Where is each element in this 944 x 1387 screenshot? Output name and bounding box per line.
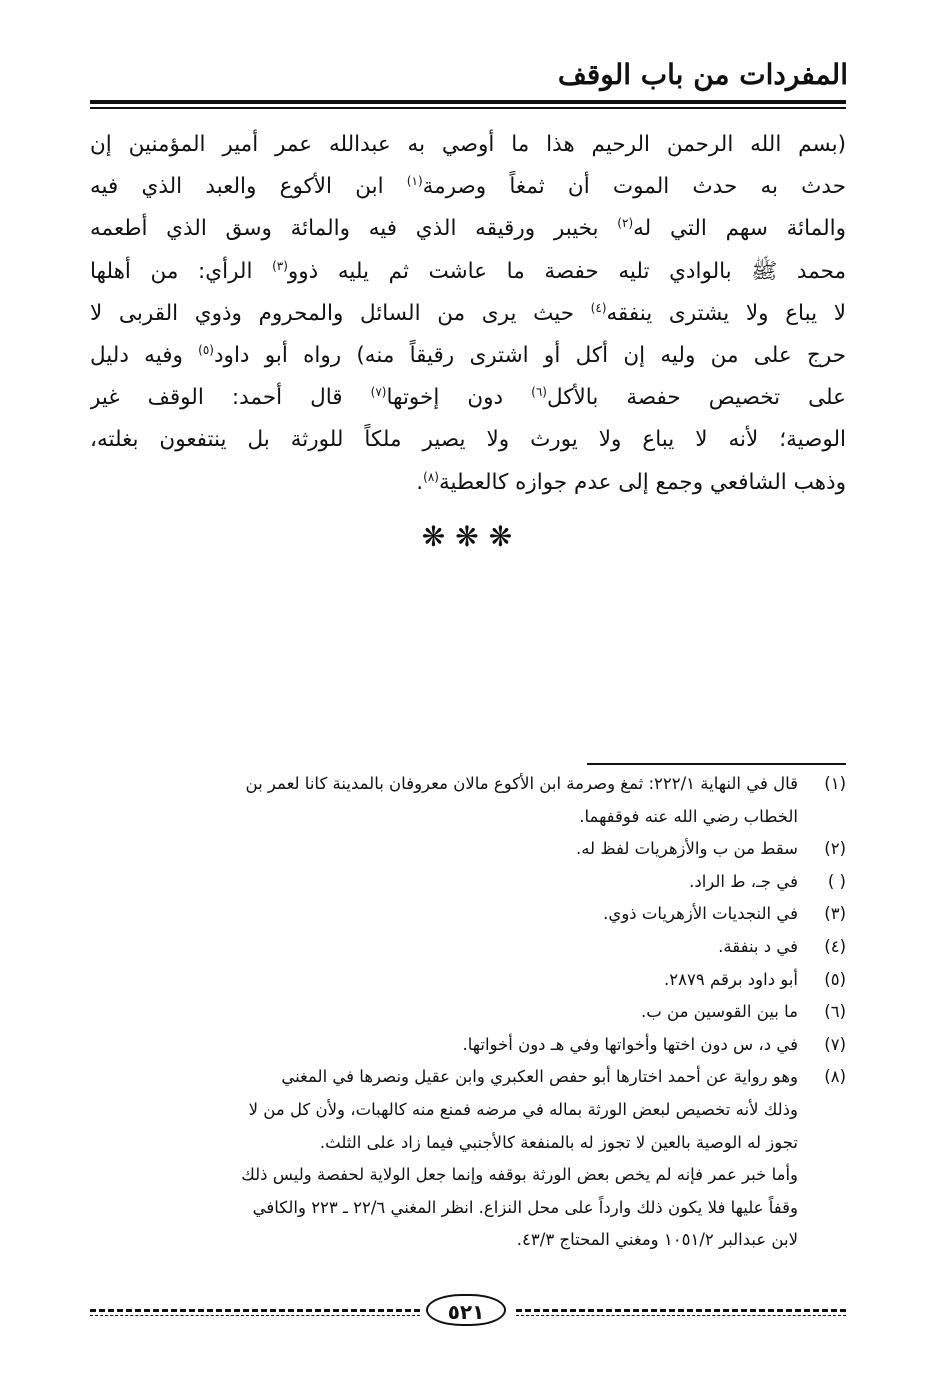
text-segment: (بسم الله الرحمن الرحيم هذا ما أوصي به عبدالله عمر أمير المؤمنين إن [90,132,846,157]
footnote-item [90,996,846,1029]
footnote-item [90,1061,846,1257]
footnote-line: وهو رواية عن أحمد اختارها أبو حفص العكبري وابن عقيل ونصرها في المغني [281,1067,798,1087]
text-segment: . [416,469,424,495]
footnote-line: تجوز له الوصية بالعين لا تجوز له بالمنفعة كالأجنبي فيما زاد على الثلث. [319,1132,798,1152]
footnote-text [90,996,798,1029]
footnote-marker: (٢) [617,216,634,231]
footnote-line: في د، س دون اختها وأخواتها وفي هـ دون أخواتها. [462,1034,798,1054]
footer-dashed-rule-right [516,1309,846,1312]
text-line [90,419,846,461]
footnote-line: في النجديات الأزهريات ذوي. [603,904,798,924]
footnote-number: (٦) [824,1002,846,1022]
text-line [90,293,846,335]
footnote-item [90,866,846,899]
footnote-separator [587,763,846,765]
footer-dashed-rule-right-thin [516,1315,846,1316]
footnote-line: في د بنفقة. [718,936,798,956]
page-number: ٥٢١ [426,1294,506,1326]
footnote-text [90,866,798,899]
footnote-number: (٧) [824,1034,846,1054]
main-text [90,124,846,504]
footnote-marker: (٧) [370,384,387,399]
footnote-text [90,833,798,866]
text-segment: قال أحمد: الوقف غير [90,385,371,411]
footnote-marker: (١) [406,174,423,189]
text-segment: الوصية؛ لأنه لا يباع ولا يورث ولا يصير ملكاً للورثة بل ينتفعون بغلته، [90,427,846,453]
footnote-number: (٤) [824,936,846,956]
text-line [90,166,846,208]
text-line [90,462,846,504]
footnote-number: ( ) [827,871,846,891]
footnote-item [90,768,846,833]
footnote-line: ما بين القوسين من ب. [641,1002,798,1022]
footnote-number: (١) [824,774,846,793]
text-segment: الرأي: من أهلها [90,258,273,284]
footnote-item [90,964,846,997]
text-segment: وفيه دليل [90,342,199,368]
footnote-number: (٥) [824,969,846,989]
text-segment: حدث به حدث الموت أن ثمغاً وصرمة [422,174,846,200]
footer-dashed-rule-left [90,1309,420,1312]
footnote-marker: (٨) [423,469,439,484]
footnote-line: وقفاً عليها فلا يكون ذلك وارداً على محل النزاع. انظر المغني ٢٢/٦ ـ ٢٢٣ والكافي [252,1197,798,1217]
footnote-marker: (٤) [590,300,607,315]
text-segment: حيث يرى من السائل والمحروم وذوي القربى لا [90,300,591,326]
footnote-item [90,833,846,866]
text-segment: وذهب الشافعي وجمع إلى عدم جوازه كالعطية [438,469,846,495]
footnote-text [90,964,798,997]
footnote-line: سقط من ب والأزهريات لفظ له. [575,839,798,859]
footnote-item [90,1029,846,1062]
footnotes [90,768,846,1257]
text-segment: حرج على من وليه إن أكل أو اشترى رقيقاً منه) رواه أبو داود [213,342,846,368]
text-segment: لا يباع ولا يشترى ينفقه [606,300,846,326]
footnote-text [90,1061,798,1257]
footer-dashed-rule-left-thin [90,1315,420,1316]
text-line [90,208,846,250]
footnote-text [90,768,798,833]
text-segment: على تخصيص حفصة بالأكل [546,385,846,411]
text-line [90,377,846,419]
footnote-text [90,898,798,931]
text-line [90,124,846,166]
footnote-number: (٢) [824,839,846,859]
running-header-title: المفردات من باب الوقف [557,58,848,91]
footnote-line: لابن عبدالبر ١٠٥١/٢ ومغني المحتاج ٤٣/٣. [516,1230,798,1250]
header-rule-thin [90,107,846,109]
text-segment: والمائة سهم التي له [633,216,846,242]
text-segment: دون إخوتها [386,385,532,411]
footnote-marker: (٣) [272,258,288,273]
footnote-number: (٨) [824,1067,846,1087]
footnote-line: في جـ، ط الراد. [689,871,798,891]
footnote-item [90,931,846,964]
footnote-line: وأما خبر عمر فإنه لم يخص بعض الورثة بوقفه وإنما جعل الولاية لحفصة وليس ذلك [241,1165,798,1185]
footnote-line: قال في النهاية ٢٢٢/١: ثمغ وصرمة ابن الأكوع مالان معروفان بالمدينة كانا لعمر بن [245,774,798,793]
footnote-number: (٣) [824,904,846,924]
text-segment: بخيبر ورقيقه الذي فيه والمائة وسق الذي أطعمه [90,216,618,242]
footnote-line: الخطاب رضي الله عنه فوقفهما. [579,806,798,826]
footnote-item [90,898,846,931]
footnote-marker: (٥) [198,342,214,357]
section-ornament: ❋❋❋ [421,520,523,553]
text-segment: ابن الأكوع والعبد الذي فيه [90,174,407,200]
text-line [90,251,846,293]
page-footer [90,1290,846,1330]
footnote-text [90,1029,798,1062]
footnote-line: وذلك لأنه تخصيص لبعض الورثة بماله في مرضه فمنع منه كالهبات، ولأن كل من لا [248,1099,798,1119]
footnote-marker: (٦) [531,384,547,399]
text-segment: محمد ﷺ بالوادي تليه حفصة ما عاشت ثم يليه ذوو [287,258,846,284]
footnote-line: أبو داود برقم ٢٨٧٩. [664,969,798,989]
footnote-text [90,931,798,964]
header-rule-thick [90,100,846,104]
text-line [90,335,846,377]
